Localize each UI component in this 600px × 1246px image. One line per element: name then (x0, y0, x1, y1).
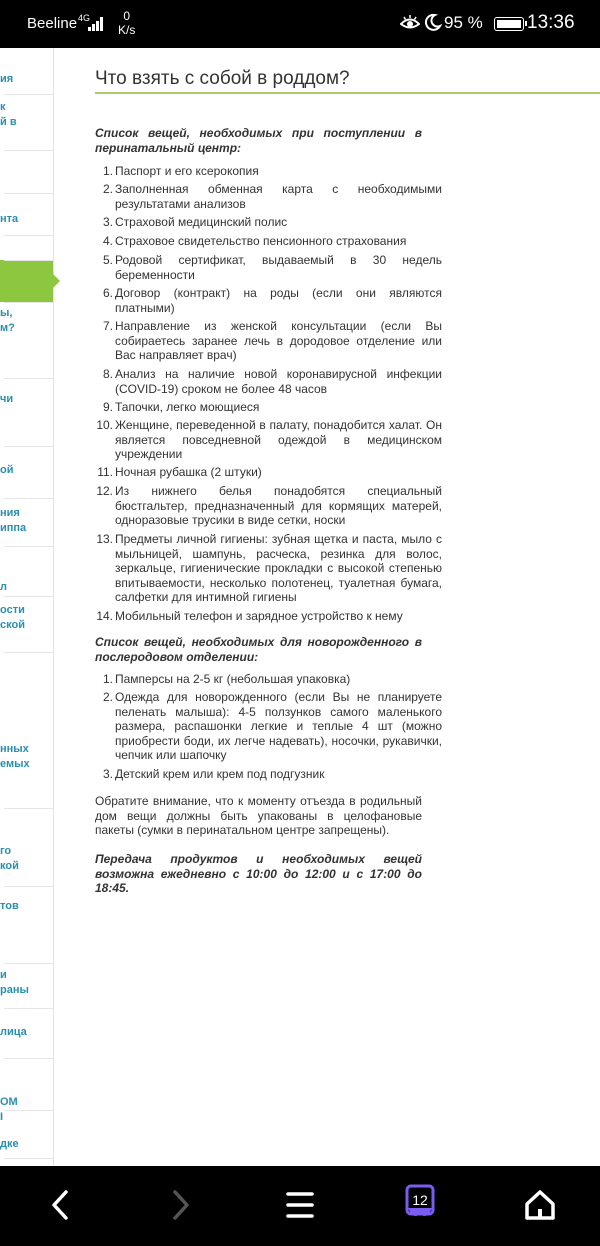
signal-icon (88, 15, 106, 31)
sidebar-divider (4, 596, 53, 597)
sidebar-link[interactable]: дке (0, 1138, 19, 1150)
sidebar-active-item[interactable] (0, 260, 53, 302)
sidebar-link[interactable]: го кой (0, 845, 19, 872)
sidebar-link[interactable]: ния иппа (0, 507, 27, 534)
list-item (102, 319, 442, 363)
list-number: 1. (102, 164, 113, 178)
clock: 13:36 (527, 12, 575, 33)
list-item (102, 367, 442, 396)
list-item-text: Предметы личной гигиены: зубная щетка и паста, мыло с мыльницей, шампунь, расческа, резинка для волос, зеркальце, гигиенические прокладки с высокой степенью впитываемости, несколько полотенец, туалетная бумага, салфетки для интимной гигиены (115, 532, 442, 604)
list-number: 2. (102, 182, 113, 196)
sidebar-link[interactable]: тов (0, 900, 19, 912)
list-item-text: Тапочки, легко моющиеся (115, 400, 260, 414)
list-number: 4. (102, 234, 113, 248)
network-speed: 0 K/s (118, 9, 136, 37)
list-item-text: Женщине, переведенной в палату, понадобится халат. Он является повседневной одеждой в медицинском учреждении (115, 418, 442, 461)
list-item (96, 484, 442, 528)
home-icon[interactable] (515, 1180, 565, 1230)
list-item (102, 672, 442, 687)
sidebar-divider (4, 260, 53, 261)
list-number: 10. (96, 418, 113, 432)
list-number: 11. (97, 465, 113, 479)
list-item-text: Анализ на наличие новой коронавирусной инфекции (COVID-19) сроком не более 48 часов (115, 367, 442, 396)
sidebar-divider (4, 1158, 53, 1159)
sidebar-link[interactable]: ой (0, 464, 14, 476)
list-item (102, 234, 442, 249)
list-item (102, 690, 442, 763)
web-page (0, 48, 600, 1166)
list-item-text: Памперсы на 2-5 кг (небольшая упаковка) (115, 672, 351, 686)
do-not-disturb-icon (424, 13, 442, 31)
sidebar-divider (4, 1058, 53, 1059)
eye-comfort-icon (400, 14, 420, 32)
list-item-text: Детский крем или крем под подгузник (115, 767, 325, 781)
section1-heading: Список вещей, необходимых при поступлении в перинатальный центр: (95, 126, 422, 155)
list-item (102, 215, 442, 230)
list-item-text: Договор (контракт) на роды (если они являются платными) (115, 286, 442, 315)
sidebar-divider (4, 193, 53, 194)
list-number: 3. (102, 215, 113, 229)
carrier-name: Beeline (27, 15, 78, 32)
list-item (96, 609, 442, 624)
battery-icon (494, 17, 524, 31)
sidebar-link[interactable]: к й в (0, 101, 17, 128)
sidebar-divider (4, 963, 53, 964)
list-number: 6. (102, 286, 113, 300)
network-type: 4G (78, 13, 91, 23)
forward-icon[interactable] (155, 1180, 205, 1230)
battery-percent: 95 % (444, 13, 483, 32)
sidebar-divider (4, 302, 53, 303)
sidebar-link[interactable]: нта (0, 213, 19, 225)
sidebar-link[interactable]: и раны (0, 969, 29, 996)
browser-nav-bar (0, 1166, 600, 1246)
title-underline (95, 92, 600, 94)
sidebar-link[interactable]: ОМ I (0, 1096, 18, 1123)
list-number: 8. (102, 367, 113, 381)
sidebar-divider (4, 446, 53, 447)
sidebar-link[interactable]: нных емых (0, 743, 30, 770)
list-number: 3. (102, 767, 113, 781)
status-bar (0, 0, 600, 48)
sidebar-link[interactable]: чи (0, 393, 14, 405)
list-number: 13. (96, 532, 113, 546)
list-item-text: Паспорт и его ксерокопия (115, 164, 259, 178)
list-item (102, 286, 442, 315)
sidebar-divider (4, 378, 53, 379)
sidebar-divider (4, 1008, 53, 1009)
sidebar-divider (4, 94, 53, 95)
sidebar-divider (4, 886, 53, 887)
sidebar-link[interactable]: ости ской (0, 604, 25, 631)
list-item-text: Страховое свидетельство пенсионного страхования (115, 234, 407, 248)
list-item (96, 532, 442, 605)
sidebar-divider (4, 546, 53, 547)
list-number: 1. (102, 672, 113, 686)
page-title: Что взять с собой в роддом? (95, 68, 350, 89)
note-paragraph: Обратите внимание, что к моменту отъезда в родильный дом вещи должны быть упакованы в целофановые пакеты (сумки в перинатальном центре запрещены). (95, 794, 422, 837)
sidebar-divider (4, 1110, 53, 1111)
tabs-button[interactable] (405, 1180, 435, 1230)
list-number: 12. (96, 484, 113, 498)
list-item (96, 418, 442, 462)
sidebar-divider (4, 498, 53, 499)
list-number: 2. (102, 690, 113, 704)
section2-heading: Список вещей, необходимых для новорожденного в послеродовом отделении: (95, 635, 422, 664)
sidebar-divider (4, 235, 53, 236)
list-item-text: Направление из женской консультации (если Вы собираетесь заранее лечь в дородовое отделение или Вас направляет врач) (115, 319, 442, 362)
delivery-info: Передача продуктов и необходимых вещей возможна ежедневно с 10:00 до 12:00 и с 17:00 до 18:45. (95, 852, 422, 895)
list-item-text: Одежда для новорожденного (если Вы не планируете пеленать малыша): 4-5 ползунков самого маленького размера, распашонки легкие и теплые 4 шт (можно приобрести боди, их легче надевать), носочки, рукавички, чепчик или шапочку (115, 690, 442, 762)
sidebar-divider (4, 808, 53, 809)
list-item-text: Заполненная обменная карта с необходимыми результатами анализов (115, 182, 442, 211)
list-number: 9. (102, 400, 113, 414)
sidebar-divider (4, 150, 53, 151)
menu-icon[interactable] (275, 1180, 325, 1230)
list-item (97, 465, 442, 480)
list-item (102, 164, 442, 179)
sidebar-link[interactable]: ия (0, 73, 14, 85)
list-item-text: Страховой медицинский полис (115, 215, 288, 229)
sidebar-link[interactable]: лица (0, 1026, 27, 1038)
sidebar-link[interactable]: л (0, 581, 7, 593)
list-item (102, 182, 442, 211)
list-item-text: Из нижнего белья понадобятся специальный бюстгальтер, предназначенный для кормящих матерей, одноразовые трусики в виде сетки, носки (115, 484, 442, 527)
list-item-text: Мобильный телефон и зарядное устройство к нему (115, 609, 403, 623)
list-number: 14. (96, 609, 113, 623)
sidebar-divider (4, 652, 53, 653)
list-item (102, 767, 442, 782)
sidebar-nav (0, 48, 54, 1166)
list-item (102, 253, 442, 282)
sidebar-link[interactable]: ы, м? (0, 307, 15, 334)
back-icon[interactable] (36, 1180, 86, 1230)
list-number: 5. (102, 253, 113, 267)
list-item-text: Ночная рубашка (2 штуки) (115, 465, 262, 479)
list-item-text: Родовой сертификат, выдаваемый в 30 недель беременности (115, 253, 442, 282)
tab-count: 12 (412, 1192, 428, 1208)
list-number: 7. (102, 319, 113, 333)
list-item (102, 400, 442, 415)
